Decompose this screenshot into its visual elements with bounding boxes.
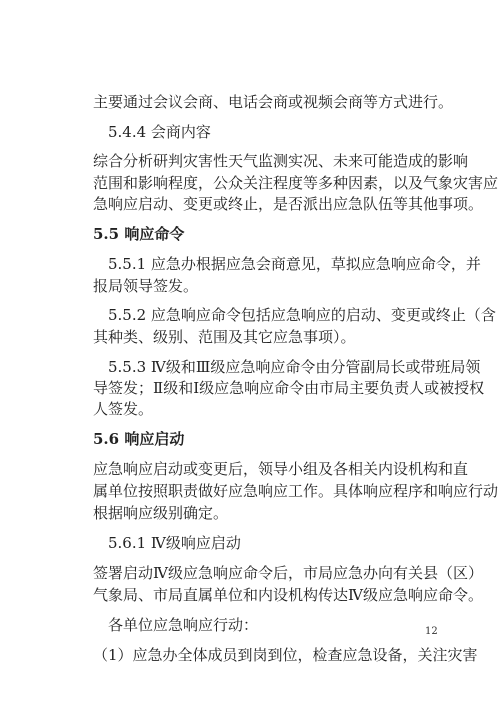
text-line: 5.5.1 应急办根据应急会商意见，草拟应急响应命令，并: [108, 255, 481, 273]
text-line: 其种类、级别、范围及其它应急事项）。: [93, 328, 356, 346]
text-line: 综合分析研判灾害性天气监测实况、未来可能造成的影响: [93, 152, 469, 170]
text-line: 应急响应启动或变更后，领导小组及各相关内设机构和直: [93, 460, 469, 478]
text-line: 气象局、市局直属单位和内设机构传达Ⅳ级应急响应命令。: [93, 586, 483, 604]
text-line: 各单位应急响应行动：: [108, 616, 259, 634]
text-line: （1）应急办全体成员到岗到位，检查应急设备，关注灾害: [93, 646, 478, 664]
section-heading-5-6: 5.6 响应启动: [93, 430, 185, 448]
page-number: 12: [425, 626, 438, 637]
text-line: 急响应启动、变更或终止，是否派出应急队伍等其他事项。: [93, 195, 484, 213]
text-line: 签署启动Ⅳ级应急响应命令后，市局应急办向有关县（区）: [93, 564, 483, 582]
text-line: 人签发。: [93, 400, 154, 418]
text-line: 范围和影响程度，公众关注程度等多种因素，以及气象灾害应: [93, 174, 499, 192]
text-line: 报局领导签发。: [93, 277, 199, 295]
text-line: 导签发；Ⅱ级和Ⅰ级应急响应命令由市局主要负责人或被授权: [93, 379, 485, 397]
text-line: 5.5.2 应急响应命令包括应急响应的启动、变更或终止（含: [108, 306, 496, 324]
text-line: 主要通过会议会商、电话会商或视频会商等方式进行。: [93, 93, 454, 111]
text-line: 属单位按照职责做好应急响应工作。具体响应程序和响应行动: [93, 482, 499, 500]
section-heading-5-4-4: 5.4.4 会商内容: [108, 123, 211, 141]
section-heading-5-6-1: 5.6.1 Ⅳ级响应启动: [108, 534, 241, 552]
text-line: 5.5.3 Ⅳ级和Ⅲ级应急响应命令由分管副局长或带班局领: [108, 358, 481, 376]
text-line: 根据响应级别确定。: [93, 504, 229, 522]
section-heading-5-5: 5.5 响应命令: [93, 225, 185, 243]
